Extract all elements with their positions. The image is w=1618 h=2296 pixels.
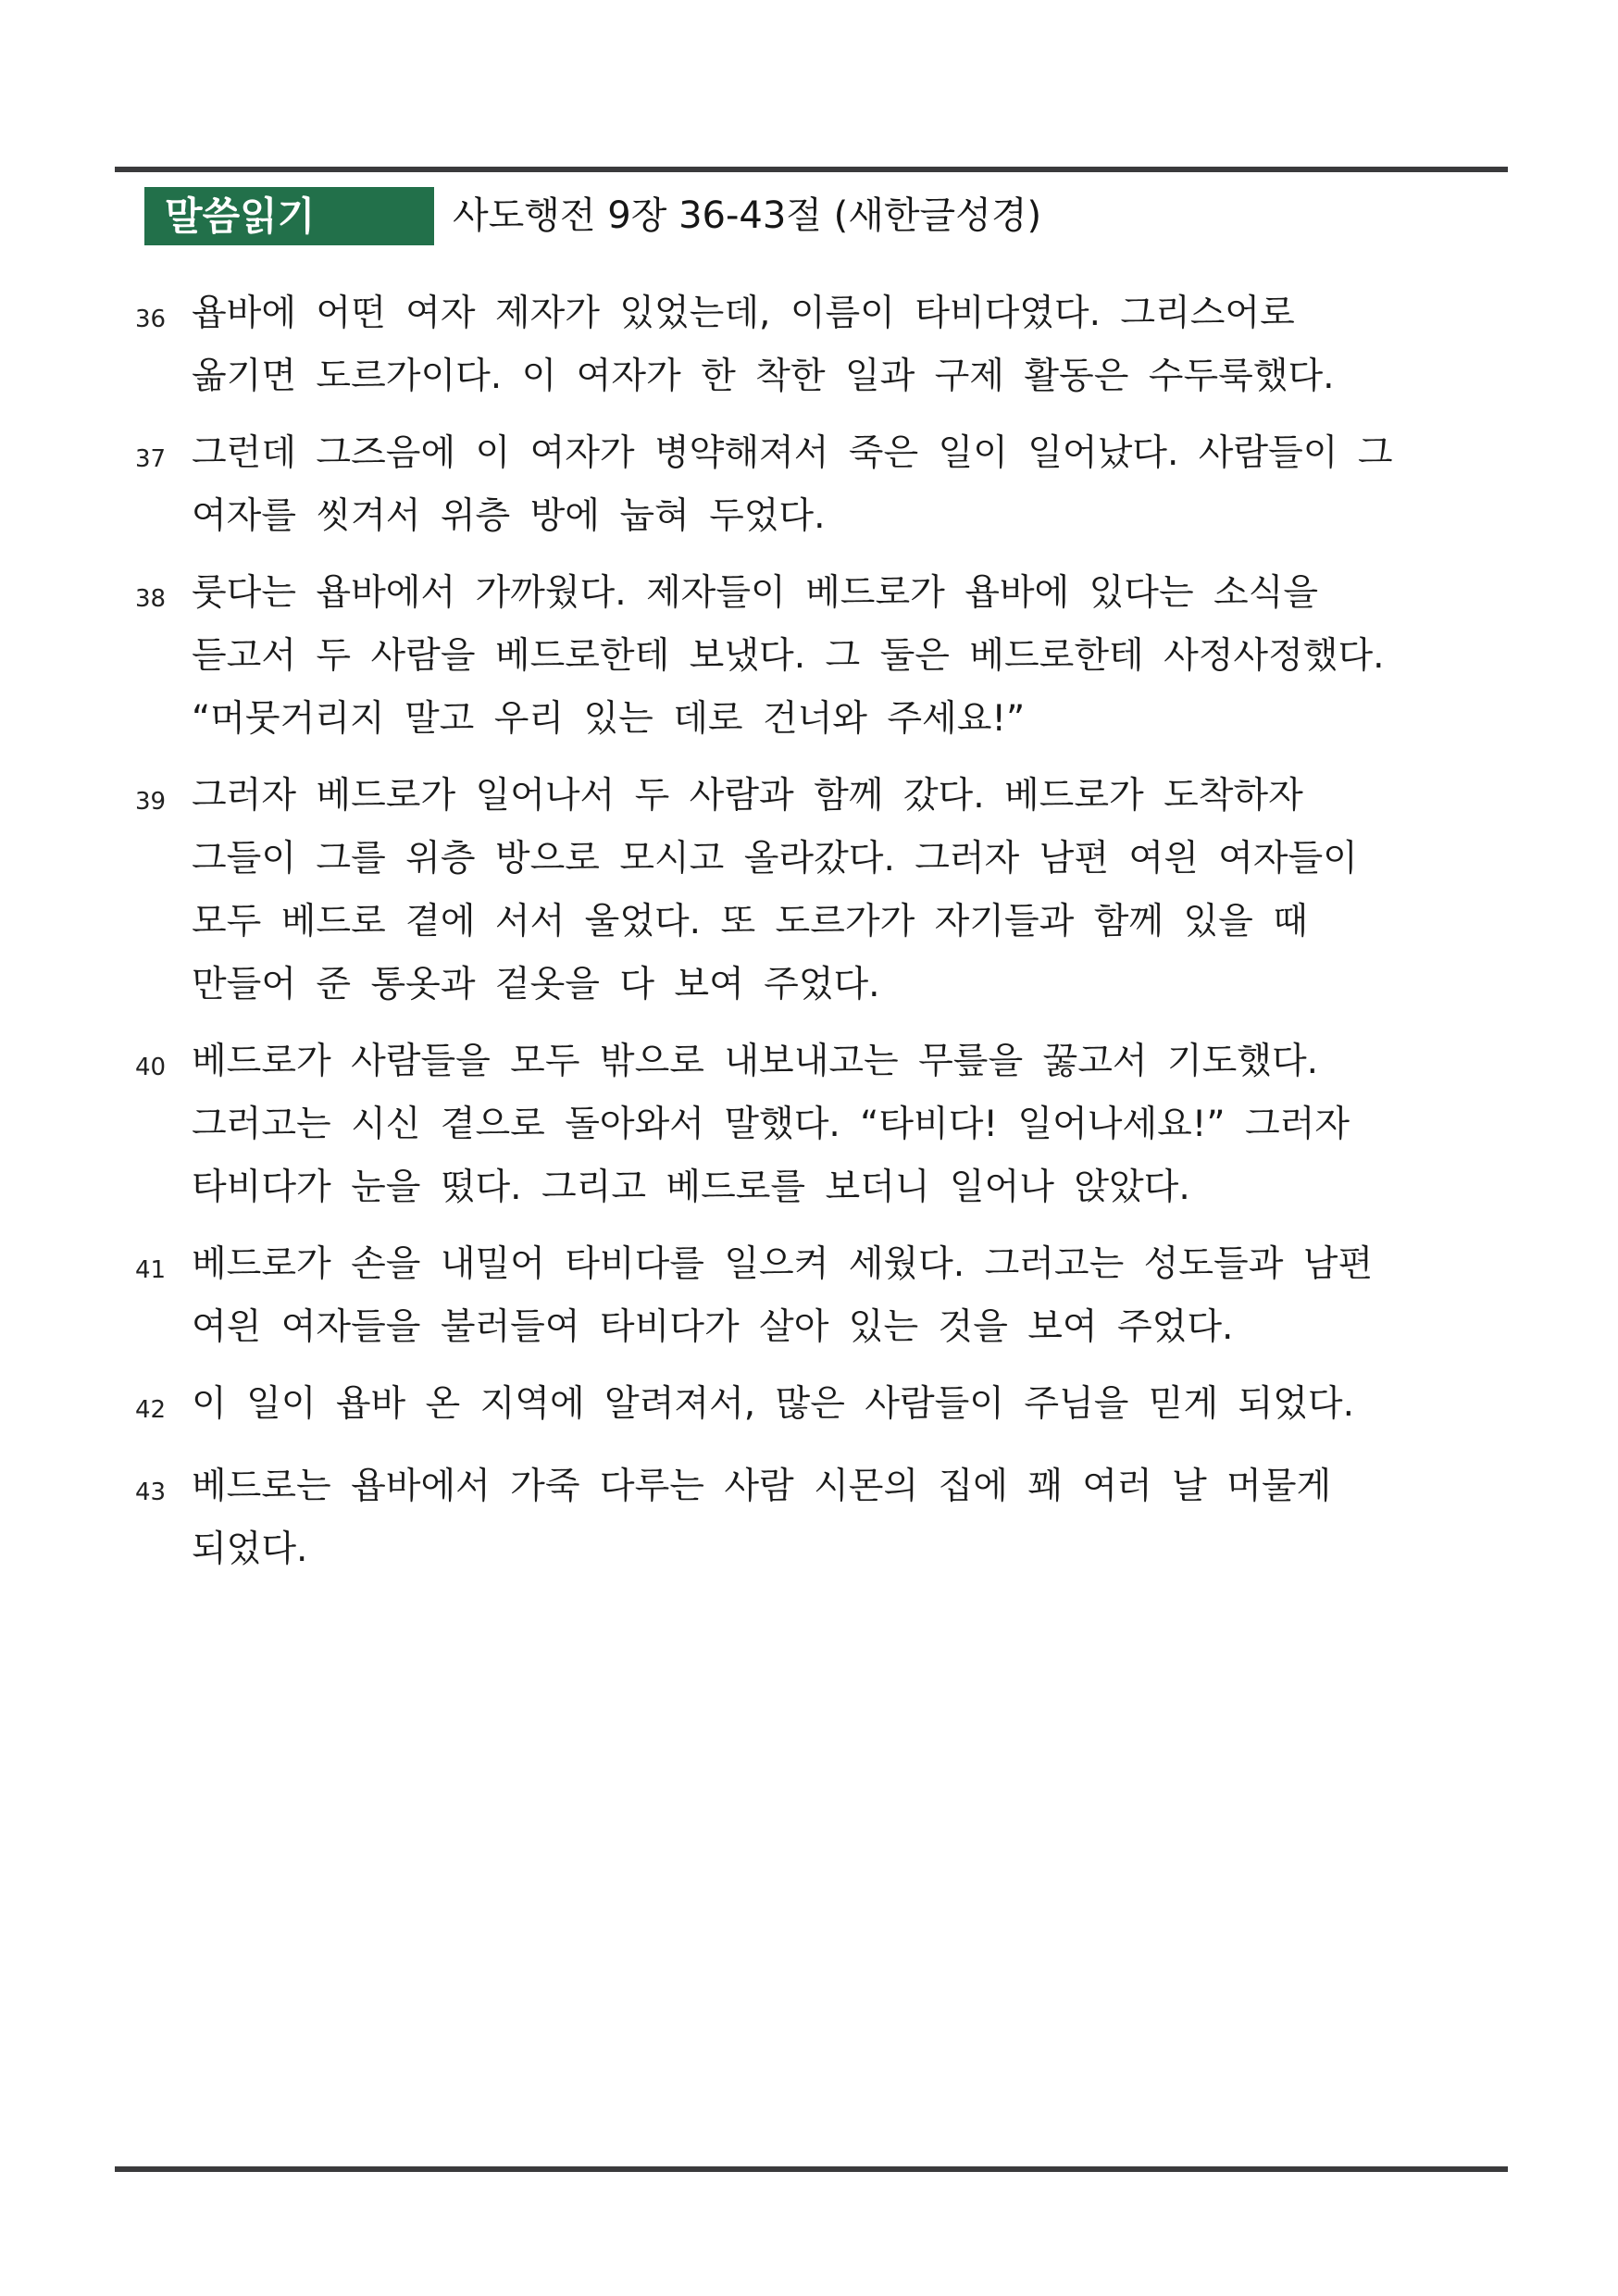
verse-39 xyxy=(135,765,1508,1017)
verse-37 xyxy=(135,422,1508,548)
verse-line: 여읜 여자들을 불러들여 타비다가 살아 있는 것을 보여 주었다. xyxy=(192,1306,1234,1348)
verse-text xyxy=(192,422,1508,548)
verse-line: 그런데 그즈음에 이 여자가 병약해져서 죽은 일이 일어났다. 사람들이 그 xyxy=(192,432,1393,474)
verse-text xyxy=(192,1233,1508,1359)
verse-line: 듣고서 두 사람을 베드로한테 보냈다. 그 둘은 베드로한테 사정사정했다. xyxy=(192,635,1385,677)
section-badge-label: 말씀읽기 xyxy=(165,193,316,239)
passage-title: 사도행전 9장 36-43절 (새한글성경) xyxy=(453,194,1042,237)
verse-line: 만들어 준 통옷과 겉옷을 다 보여 주었다. xyxy=(192,964,880,1005)
verse-line: 베드로가 사람들을 모두 밖으로 내보내고는 무릎을 꿇고서 기도했다. xyxy=(192,1041,1319,1082)
verse-number: 41 xyxy=(135,1256,167,1284)
verse-line: 옮기면 도르가이다. 이 여자가 한 착한 일과 구제 활동은 수두룩했다. xyxy=(192,356,1335,397)
verse-number: 37 xyxy=(135,445,167,473)
verse-number: 43 xyxy=(135,1479,167,1506)
verse-list xyxy=(135,282,1508,1595)
verse-38 xyxy=(135,562,1508,751)
verse-number: 40 xyxy=(135,1054,167,1081)
bottom-rule xyxy=(115,2166,1508,2172)
verse-text xyxy=(192,562,1508,751)
verse-line: 여자를 씻겨서 위층 방에 눕혀 두었다. xyxy=(192,495,826,537)
verse-line: 베드로가 손을 내밀어 타비다를 일으켜 세웠다. 그러고는 성도들과 남편 xyxy=(192,1243,1374,1285)
verse-line: “머뭇거리지 말고 우리 있는 데로 건너와 주세요!” xyxy=(192,698,1026,740)
verse-line: 타비다가 눈을 떴다. 그리고 베드로를 보더니 일어나 앉았다. xyxy=(192,1167,1190,1208)
verse-line: 그러자 베드로가 일어나서 두 사람과 함께 갔다. 베드로가 도착하자 xyxy=(192,775,1303,817)
verse-number: 38 xyxy=(135,585,167,613)
verse-number: 42 xyxy=(135,1396,167,1424)
verse-line: 모두 베드로 곁에 서서 울었다. 또 도르가가 자기들과 함께 있을 때 xyxy=(192,901,1308,942)
verse-line: 베드로는 욥바에서 가죽 다루는 사람 시몬의 집에 꽤 여러 날 머물게 xyxy=(192,1466,1332,1507)
verse-text xyxy=(192,1455,1508,1581)
verse-line: 룻다는 욥바에서 가까웠다. 제자들이 베드로가 욥바에 있다는 소식을 xyxy=(192,572,1319,614)
verse-text xyxy=(192,282,1508,408)
verse-line: 그들이 그를 위층 방으로 모시고 올라갔다. 그러자 남편 여읜 여자들이 xyxy=(192,838,1358,880)
verse-number: 36 xyxy=(135,306,167,333)
verse-line: 이 일이 욥바 온 지역에 알려져서, 많은 사람들이 주님을 믿게 되었다. xyxy=(192,1383,1354,1425)
verse-text xyxy=(192,765,1508,1017)
verse-text xyxy=(192,1030,1508,1219)
verse-line: 그러고는 시신 곁으로 돌아와서 말했다. “타비다! 일어나세요!” 그러자 xyxy=(192,1104,1350,1145)
verse-36 xyxy=(135,282,1508,408)
verse-42 xyxy=(135,1373,1508,1441)
verse-line: 되었다. xyxy=(192,1529,308,1570)
verse-43 xyxy=(135,1455,1508,1581)
verse-text xyxy=(192,1373,1508,1436)
verse-41 xyxy=(135,1233,1508,1359)
verse-number: 39 xyxy=(135,788,167,816)
top-rule xyxy=(115,167,1508,172)
section-badge xyxy=(144,187,434,245)
verse-40 xyxy=(135,1030,1508,1219)
verse-line: 욥바에 어떤 여자 제자가 있었는데, 이름이 타비다였다. 그리스어로 xyxy=(192,293,1295,334)
